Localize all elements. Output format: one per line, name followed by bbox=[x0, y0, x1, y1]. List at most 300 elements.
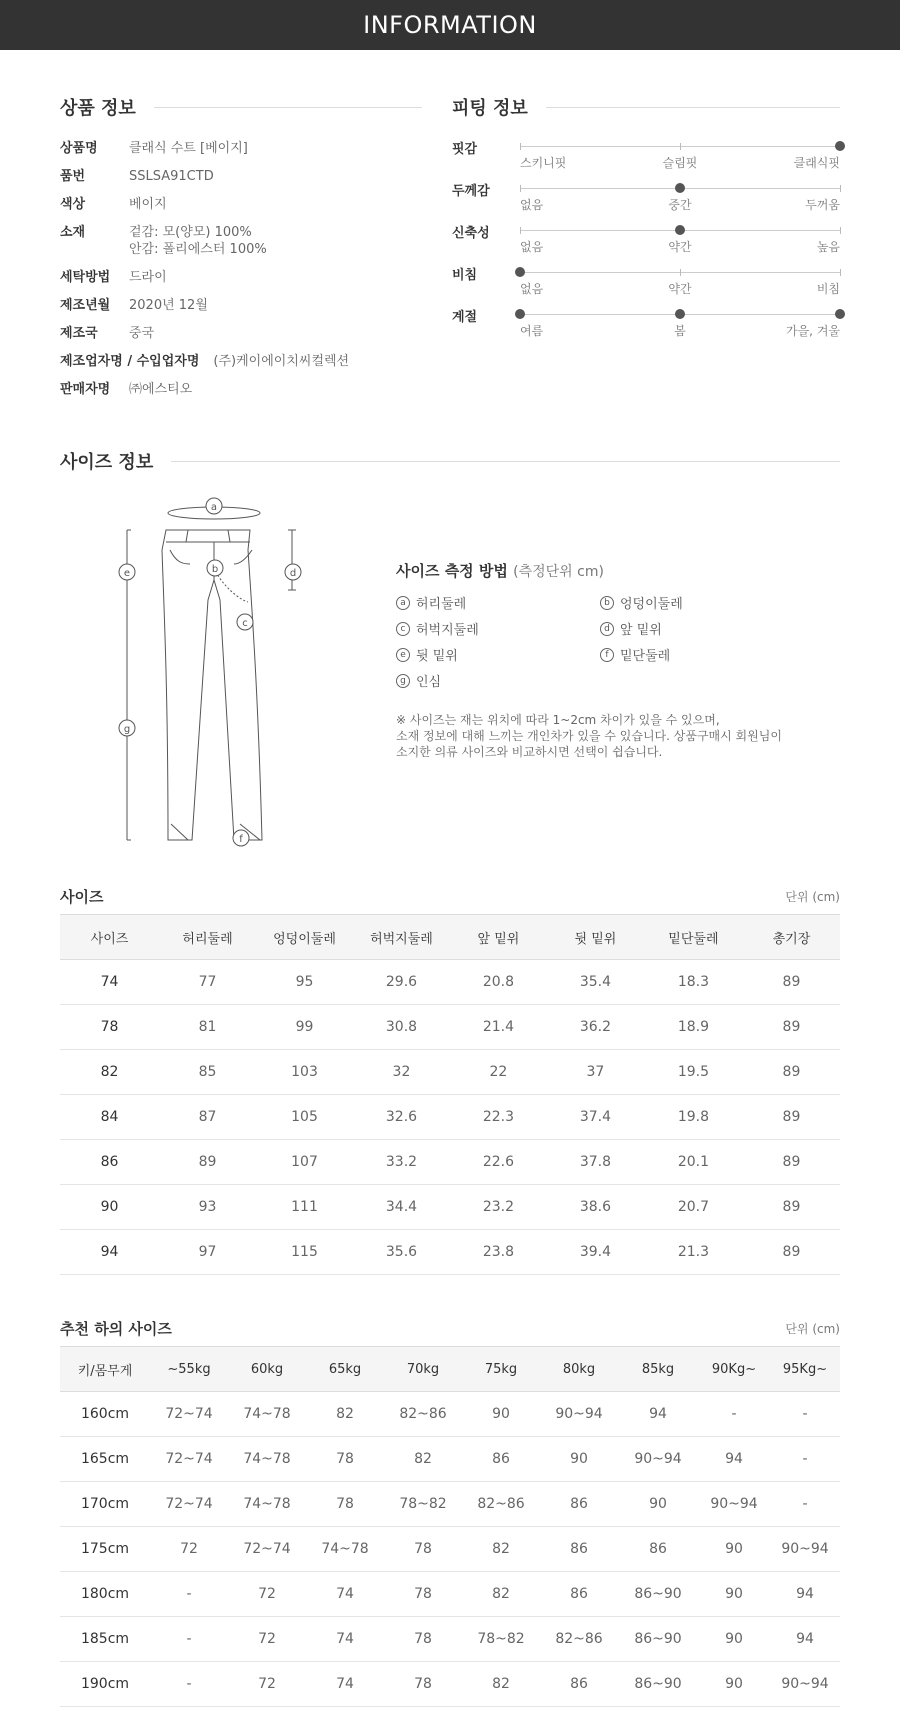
table-cell: 89 bbox=[743, 1005, 840, 1050]
size-info-heading bbox=[60, 448, 840, 474]
table-cell: 89 bbox=[743, 960, 840, 1005]
product-info-list bbox=[60, 140, 430, 409]
table-cell: 175cm bbox=[60, 1527, 150, 1572]
table-header: 75kg bbox=[462, 1347, 540, 1392]
table-cell: 29.6 bbox=[353, 960, 450, 1005]
diagram-label-f: f bbox=[239, 834, 243, 845]
info-row bbox=[60, 224, 430, 258]
table-cell: 82~86 bbox=[540, 1617, 618, 1662]
fit-option: 없음 bbox=[520, 282, 544, 296]
info-value-line: SSLSA91CTD bbox=[129, 169, 214, 184]
table-cell: 78 bbox=[384, 1662, 462, 1707]
table-cell: 89 bbox=[159, 1140, 256, 1185]
table-cell: 87 bbox=[159, 1095, 256, 1140]
info-value bbox=[129, 224, 267, 258]
measure-letter: e bbox=[396, 648, 410, 662]
table-cell: 82 bbox=[462, 1572, 540, 1617]
fit-selected-dot bbox=[515, 309, 525, 319]
divider bbox=[154, 107, 422, 108]
table-cell: 72 bbox=[228, 1617, 306, 1662]
table-cell: 86 bbox=[618, 1527, 698, 1572]
table-cell: 93 bbox=[159, 1185, 256, 1230]
table-cell: 74 bbox=[306, 1617, 384, 1662]
table-cell: 78 bbox=[306, 1437, 384, 1482]
fit-label: 신축성 bbox=[452, 226, 490, 241]
fit-option: 슬림핏 bbox=[662, 156, 698, 170]
table-cell: 90 bbox=[540, 1437, 618, 1482]
note-line: 소재 정보에 대해 느끼는 개인차가 있을 수 있습니다. 상품구매시 회원님이 bbox=[396, 729, 782, 743]
table-cell: 82 bbox=[60, 1050, 159, 1095]
rec-table bbox=[60, 1346, 840, 1707]
measure-letter: a bbox=[396, 596, 410, 610]
table-cell: 89 bbox=[743, 1050, 840, 1095]
table-cell: 72~74 bbox=[150, 1392, 228, 1437]
info-value-line: 안감: 폴리에스터 100% bbox=[129, 242, 267, 257]
fit-option: 없음 bbox=[520, 240, 544, 254]
fit-track bbox=[520, 188, 840, 189]
table-cell: - bbox=[150, 1662, 228, 1707]
info-row bbox=[60, 381, 430, 398]
table-row bbox=[60, 1005, 840, 1050]
table-cell: 86~90 bbox=[618, 1617, 698, 1662]
table-header: 80kg bbox=[540, 1347, 618, 1392]
info-key: 제조국 bbox=[60, 326, 98, 341]
size-table bbox=[60, 914, 840, 1275]
table-row bbox=[60, 1050, 840, 1095]
table-header: 앞 밑위 bbox=[450, 915, 547, 960]
table-cell: 170cm bbox=[60, 1482, 150, 1527]
measure-label: 인심 bbox=[416, 675, 442, 690]
table-cell: 78~82 bbox=[462, 1617, 540, 1662]
table-cell: 22.3 bbox=[450, 1095, 547, 1140]
measure-label: 허리둘레 bbox=[416, 597, 467, 612]
table-cell: - bbox=[770, 1392, 840, 1437]
table-cell: 78~82 bbox=[384, 1482, 462, 1527]
rec-table-unit: 단위 (cm) bbox=[785, 1322, 840, 1336]
fit-selected-dot bbox=[515, 267, 525, 277]
fit-tick bbox=[680, 143, 681, 150]
fit-option: 약간 bbox=[668, 240, 692, 254]
fit-label: 계절 bbox=[452, 310, 478, 325]
info-value-line: 베이지 bbox=[129, 197, 167, 212]
info-value bbox=[129, 325, 154, 342]
page-header: INFORMATION bbox=[0, 0, 900, 50]
info-value-line: 겉감: 모(양모) 100% bbox=[129, 225, 252, 240]
product-info-heading bbox=[60, 94, 422, 120]
table-cell: 165cm bbox=[60, 1437, 150, 1482]
table-row bbox=[60, 1392, 840, 1437]
table-cell: 35.4 bbox=[547, 960, 644, 1005]
info-key: 판매자명 bbox=[60, 382, 111, 397]
table-cell: 72~74 bbox=[150, 1437, 228, 1482]
table-cell: 185cm bbox=[60, 1617, 150, 1662]
fit-selected-dot bbox=[835, 141, 845, 151]
measure-letter: f bbox=[600, 648, 614, 662]
info-value bbox=[129, 168, 214, 185]
table-cell: 94 bbox=[698, 1437, 770, 1482]
fit-row bbox=[452, 264, 840, 306]
info-row bbox=[60, 196, 430, 213]
info-value bbox=[129, 140, 248, 157]
fit-option: 높음 bbox=[816, 240, 840, 254]
table-cell: 90~94 bbox=[618, 1437, 698, 1482]
table-cell: 72 bbox=[150, 1527, 228, 1572]
table-cell: - bbox=[698, 1392, 770, 1437]
table-cell: 74 bbox=[60, 960, 159, 1005]
fit-tick bbox=[680, 269, 681, 276]
table-cell: 82~86 bbox=[462, 1482, 540, 1527]
fit-tick bbox=[520, 227, 521, 234]
diagram-label-g: g bbox=[123, 724, 131, 735]
table-header-row bbox=[60, 915, 840, 960]
divider bbox=[546, 107, 840, 108]
table-cell: 97 bbox=[159, 1230, 256, 1275]
note-line: ※ 사이즈는 재는 위치에 따라 1~2cm 차이가 있을 수 있으며, bbox=[396, 713, 720, 727]
table-cell: 111 bbox=[256, 1185, 353, 1230]
info-value bbox=[129, 381, 192, 398]
table-cell: 89 bbox=[743, 1230, 840, 1275]
info-key: 품번 bbox=[60, 169, 86, 184]
table-cell: 18.9 bbox=[644, 1005, 743, 1050]
table-row bbox=[60, 1185, 840, 1230]
size-table-unit: 단위 (cm) bbox=[785, 890, 840, 904]
table-cell: 160cm bbox=[60, 1392, 150, 1437]
table-cell: 86~90 bbox=[618, 1662, 698, 1707]
table-cell: 82 bbox=[306, 1392, 384, 1437]
info-row bbox=[60, 325, 430, 342]
info-row bbox=[60, 140, 430, 157]
info-value bbox=[129, 269, 167, 286]
table-cell: 82 bbox=[462, 1527, 540, 1572]
table-header: 허리둘레 bbox=[159, 915, 256, 960]
table-cell: 86 bbox=[540, 1572, 618, 1617]
table-cell: 38.6 bbox=[547, 1185, 644, 1230]
table-cell: 37.4 bbox=[547, 1095, 644, 1140]
table-header: 총기장 bbox=[743, 915, 840, 960]
table-cell: 89 bbox=[743, 1095, 840, 1140]
info-row bbox=[60, 353, 430, 370]
table-cell: 74~78 bbox=[228, 1482, 306, 1527]
table-cell: 37 bbox=[547, 1050, 644, 1095]
table-cell: 78 bbox=[384, 1527, 462, 1572]
measure-legend bbox=[396, 593, 836, 690]
table-cell: 90 bbox=[618, 1482, 698, 1527]
fit-option: 약간 bbox=[668, 282, 692, 296]
table-header: 밑단둘레 bbox=[644, 915, 743, 960]
measure-item bbox=[396, 671, 600, 690]
table-cell: 82 bbox=[384, 1437, 462, 1482]
table-cell: 190cm bbox=[60, 1662, 150, 1707]
table-header: 뒷 밑위 bbox=[547, 915, 644, 960]
table-header: 키/몸무게 bbox=[60, 1347, 150, 1392]
table-header: 90Kg~ bbox=[698, 1347, 770, 1392]
table-cell: 94 bbox=[60, 1230, 159, 1275]
measure-item bbox=[396, 645, 600, 664]
table-cell: 105 bbox=[256, 1095, 353, 1140]
fit-tick bbox=[840, 185, 841, 192]
table-cell: 90~94 bbox=[540, 1392, 618, 1437]
product-info-title: 상품 정보 bbox=[60, 98, 136, 119]
table-cell: 39.4 bbox=[547, 1230, 644, 1275]
info-key: 소재 bbox=[60, 225, 86, 240]
table-cell: 19.5 bbox=[644, 1050, 743, 1095]
measure-label: 뒷 밑위 bbox=[416, 649, 458, 664]
table-cell: 74~78 bbox=[306, 1527, 384, 1572]
table-cell: 89 bbox=[743, 1140, 840, 1185]
table-header: ~55kg bbox=[150, 1347, 228, 1392]
info-value-line: 드라이 bbox=[129, 270, 167, 285]
table-cell: 86 bbox=[60, 1140, 159, 1185]
table-cell: 90 bbox=[698, 1617, 770, 1662]
rec-table-title: 추천 하의 사이즈 bbox=[60, 1320, 172, 1338]
size-info-title: 사이즈 정보 bbox=[60, 452, 154, 473]
table-cell: 78 bbox=[306, 1482, 384, 1527]
table-header: 60kg bbox=[228, 1347, 306, 1392]
table-cell: 81 bbox=[159, 1005, 256, 1050]
table-cell: 86 bbox=[540, 1482, 618, 1527]
fit-tick bbox=[520, 143, 521, 150]
measure-item bbox=[600, 645, 804, 664]
diagram-label-c: c bbox=[242, 618, 248, 629]
belt-loops bbox=[186, 530, 230, 542]
diagram-label-e: e bbox=[123, 568, 131, 579]
dimension-lines bbox=[127, 530, 296, 840]
table-row bbox=[60, 1140, 840, 1185]
info-value-line: 클래식 수트 [베이지] bbox=[129, 141, 248, 156]
measure-label: 밑단둘레 bbox=[620, 649, 671, 664]
table-cell: 90~94 bbox=[770, 1662, 840, 1707]
table-cell: 23.8 bbox=[450, 1230, 547, 1275]
table-cell: 94 bbox=[770, 1572, 840, 1617]
measure-method bbox=[396, 560, 836, 760]
table-cell: - bbox=[770, 1482, 840, 1527]
size-table-title: 사이즈 bbox=[60, 888, 104, 906]
table-header: 85kg bbox=[618, 1347, 698, 1392]
fit-selected-dot bbox=[675, 225, 685, 235]
fit-row bbox=[452, 138, 840, 180]
table-row bbox=[60, 1662, 840, 1707]
table-cell: - bbox=[770, 1437, 840, 1482]
fit-track bbox=[520, 272, 840, 273]
fit-row bbox=[452, 306, 840, 348]
table-cell: 32.6 bbox=[353, 1095, 450, 1140]
fit-option: 봄 bbox=[674, 324, 686, 338]
size-note bbox=[396, 712, 836, 760]
table-cell: 90 bbox=[698, 1527, 770, 1572]
table-cell: 90 bbox=[60, 1185, 159, 1230]
table-header: 사이즈 bbox=[60, 915, 159, 960]
measure-method-label: 사이즈 측정 방법 bbox=[396, 562, 508, 580]
table-row bbox=[60, 1527, 840, 1572]
table-cell: 90 bbox=[698, 1572, 770, 1617]
table-row bbox=[60, 1482, 840, 1527]
table-cell: 72 bbox=[228, 1572, 306, 1617]
table-cell: 20.1 bbox=[644, 1140, 743, 1185]
table-cell: 30.8 bbox=[353, 1005, 450, 1050]
table-cell: 19.8 bbox=[644, 1095, 743, 1140]
table-cell: 82 bbox=[462, 1662, 540, 1707]
table-cell: 89 bbox=[743, 1185, 840, 1230]
table-cell: - bbox=[150, 1572, 228, 1617]
table-header: 65kg bbox=[306, 1347, 384, 1392]
pants-outline bbox=[162, 530, 262, 840]
table-cell: 34.4 bbox=[353, 1185, 450, 1230]
fit-selected-dot bbox=[675, 309, 685, 319]
table-cell: 22 bbox=[450, 1050, 547, 1095]
table-row bbox=[60, 1437, 840, 1482]
table-cell: 74~78 bbox=[228, 1437, 306, 1482]
fit-tick bbox=[840, 227, 841, 234]
info-value bbox=[213, 353, 349, 370]
fit-option: 가을, 겨울 bbox=[786, 324, 840, 338]
table-cell: 37.8 bbox=[547, 1140, 644, 1185]
fit-option: 중간 bbox=[668, 198, 692, 212]
info-key: 제조년월 bbox=[60, 298, 111, 313]
table-cell: 72 bbox=[228, 1662, 306, 1707]
table-cell: 82~86 bbox=[384, 1392, 462, 1437]
measure-label: 허벅지둘레 bbox=[416, 623, 479, 638]
table-cell: 32 bbox=[353, 1050, 450, 1095]
fit-option: 스키니핏 bbox=[520, 156, 567, 170]
table-cell: 22.6 bbox=[450, 1140, 547, 1185]
table-cell: 107 bbox=[256, 1140, 353, 1185]
measure-letter: d bbox=[600, 622, 614, 636]
table-cell: 90 bbox=[462, 1392, 540, 1437]
info-key: 상품명 bbox=[60, 141, 98, 156]
info-value bbox=[129, 297, 208, 314]
table-cell: 95 bbox=[256, 960, 353, 1005]
fitting-info-title: 피팅 정보 bbox=[452, 98, 528, 119]
table-cell: 20.7 bbox=[644, 1185, 743, 1230]
table-cell: - bbox=[150, 1617, 228, 1662]
table-cell: 85 bbox=[159, 1050, 256, 1095]
measure-letter: b bbox=[600, 596, 614, 610]
info-key: 제조업자명 / 수입업자명 bbox=[60, 354, 200, 369]
fit-track bbox=[520, 230, 840, 231]
fit-option: 비침 bbox=[816, 282, 840, 296]
fit-track bbox=[520, 146, 840, 147]
table-cell: 180cm bbox=[60, 1572, 150, 1617]
measure-item bbox=[600, 593, 804, 612]
diagram-label-d: d bbox=[289, 568, 297, 579]
table-cell: 99 bbox=[256, 1005, 353, 1050]
table-cell: 115 bbox=[256, 1230, 353, 1275]
divider bbox=[171, 461, 840, 462]
fit-label: 비침 bbox=[452, 268, 478, 283]
fit-option: 두꺼움 bbox=[805, 198, 840, 212]
table-cell: 86 bbox=[540, 1662, 618, 1707]
table-row bbox=[60, 1095, 840, 1140]
diagram-label-a: a bbox=[210, 502, 218, 513]
table-cell: 90~94 bbox=[770, 1527, 840, 1572]
table-row bbox=[60, 1230, 840, 1275]
table-cell: 94 bbox=[770, 1617, 840, 1662]
table-cell: 74~78 bbox=[228, 1392, 306, 1437]
table-cell: 86~90 bbox=[618, 1572, 698, 1617]
info-key: 색상 bbox=[60, 197, 86, 212]
info-row bbox=[60, 269, 430, 286]
table-cell: 90~94 bbox=[698, 1482, 770, 1527]
table-header: 70kg bbox=[384, 1347, 462, 1392]
fit-label: 두께감 bbox=[452, 184, 490, 199]
table-cell: 86 bbox=[462, 1437, 540, 1482]
measure-item bbox=[600, 619, 804, 638]
table-cell: 21.3 bbox=[644, 1230, 743, 1275]
table-cell: 86 bbox=[540, 1527, 618, 1572]
fit-tick bbox=[840, 269, 841, 276]
fit-row bbox=[452, 180, 840, 222]
measure-letter: g bbox=[396, 674, 410, 688]
table-cell: 36.2 bbox=[547, 1005, 644, 1050]
table-cell: 90 bbox=[698, 1662, 770, 1707]
pants-diagram bbox=[110, 490, 330, 850]
fit-option: 없음 bbox=[520, 198, 544, 212]
info-value-line: 2020년 12월 bbox=[129, 298, 208, 313]
fit-option: 클래식핏 bbox=[793, 156, 840, 170]
table-header: 95Kg~ bbox=[770, 1347, 840, 1392]
table-row bbox=[60, 960, 840, 1005]
table-cell: 72~74 bbox=[150, 1482, 228, 1527]
table-cell: 84 bbox=[60, 1095, 159, 1140]
table-cell: 20.8 bbox=[450, 960, 547, 1005]
info-value-line: ㈜에스티오 bbox=[129, 382, 193, 397]
fit-tick bbox=[520, 185, 521, 192]
info-row bbox=[60, 168, 430, 185]
table-cell: 94 bbox=[618, 1392, 698, 1437]
table-cell: 72~74 bbox=[228, 1527, 306, 1572]
table-row bbox=[60, 1572, 840, 1617]
table-cell: 18.3 bbox=[644, 960, 743, 1005]
table-cell: 23.2 bbox=[450, 1185, 547, 1230]
fit-selected-dot bbox=[835, 309, 845, 319]
table-cell: 78 bbox=[384, 1572, 462, 1617]
measure-label: 엉덩이둘레 bbox=[620, 597, 683, 612]
measure-method-title bbox=[396, 560, 836, 581]
table-cell: 77 bbox=[159, 960, 256, 1005]
info-value-line: (주)케이에이치씨컬렉션 bbox=[213, 354, 350, 369]
table-header-row bbox=[60, 1347, 840, 1392]
table-cell: 74 bbox=[306, 1662, 384, 1707]
table-cell: 78 bbox=[60, 1005, 159, 1050]
table-cell: 33.2 bbox=[353, 1140, 450, 1185]
info-row bbox=[60, 297, 430, 314]
fit-selected-dot bbox=[675, 183, 685, 193]
fit-track bbox=[520, 314, 840, 315]
measure-label: 앞 밑위 bbox=[620, 623, 662, 638]
table-header: 허벅지둘레 bbox=[353, 915, 450, 960]
measure-letter: c bbox=[396, 622, 410, 636]
measure-unit: (측정단위 cm) bbox=[513, 564, 604, 580]
info-value-line: 중국 bbox=[129, 326, 155, 341]
table-cell: 21.4 bbox=[450, 1005, 547, 1050]
table-cell: 78 bbox=[384, 1617, 462, 1662]
info-value bbox=[129, 196, 167, 213]
table-cell: 103 bbox=[256, 1050, 353, 1095]
measure-item bbox=[396, 593, 600, 612]
fit-row bbox=[452, 222, 840, 264]
table-header: 엉덩이둘레 bbox=[256, 915, 353, 960]
fit-option: 여름 bbox=[520, 324, 544, 338]
info-key: 세탁방법 bbox=[60, 270, 111, 285]
fit-label: 핏감 bbox=[452, 142, 478, 157]
table-row bbox=[60, 1617, 840, 1662]
note-line: 소지한 의류 사이즈와 비교하시면 선택이 쉽습니다. bbox=[396, 745, 663, 759]
table-cell: 35.6 bbox=[353, 1230, 450, 1275]
measure-item bbox=[396, 619, 600, 638]
table-cell: 74 bbox=[306, 1572, 384, 1617]
fitting-info bbox=[452, 138, 840, 348]
fitting-info-heading bbox=[452, 94, 840, 120]
